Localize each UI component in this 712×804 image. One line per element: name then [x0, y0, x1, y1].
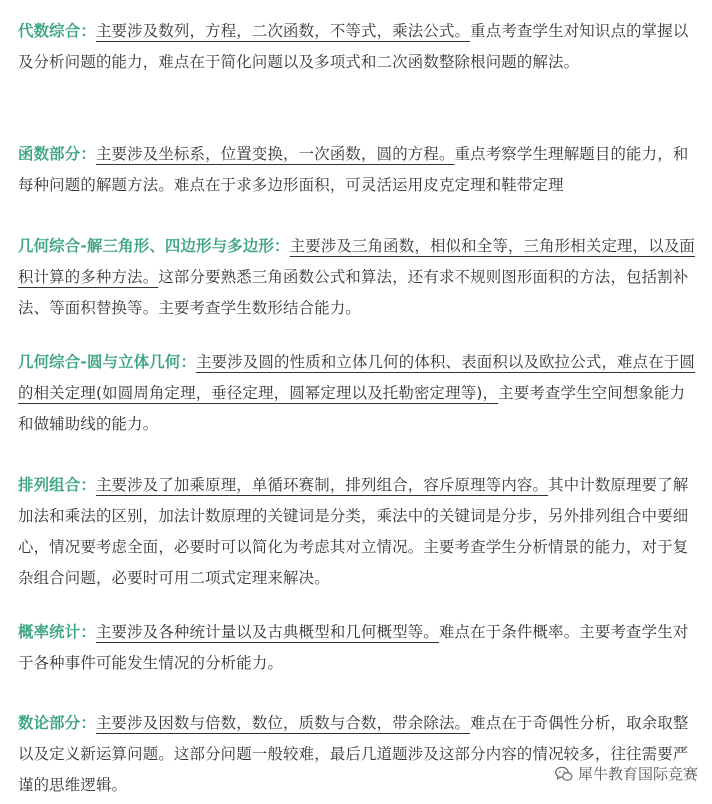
section-geometry-circles: [18, 347, 696, 440]
section-underlined-text: 主要涉及了加乘原理，单循环赛制，排列组合，容斥原理等内容。: [95, 476, 549, 494]
section-body-text: 重点考查学生对知识点的掌握以及分析问题的能力，难点在于简化问题以及多项式和二次函数整除根问题的解法。: [18, 22, 689, 71]
section-underlined-text: 主要涉及圆的性质和立体几何的体积、表面积以及欧拉公式，难点在于圆的相关定理(如圆周角定理，垂径定理，圆幂定理以及托勒密定理等)，: [18, 353, 695, 402]
watermark: [554, 763, 698, 784]
section-underlined-text: 主要涉及坐标系，位置变换，一次函数，圆的方程。: [95, 145, 455, 163]
watermark-text: 犀牛教育国际竞赛: [577, 765, 698, 783]
section-body-text: 难点在于条件概率。主要考查学生对于各种事件可能发生情况的分析能力。: [18, 623, 689, 672]
section-body-text: 其中计数原理要了解加法和乘法的区别，加法计数原理的关键词是分类，乘法中的关键词是分步，另外排列组合中要细心，情况要考虑全面，必要时可以简化为考虑其对立情况。主要考查学生分析情景的能力，对于复杂组合问题，必要时可用二项式定理来解决。: [18, 476, 689, 587]
section-heading: 概率统计：: [18, 623, 96, 641]
section-body-text: 难点在于奇偶性分析，取余取整以及定义新运算问题。这部分问题一般较难，最后几道题涉及这部分内容的情况较多，往往需要严谨的思维逻辑。: [18, 714, 689, 794]
section-heading: 几何综合-圆与立体几何：: [18, 353, 197, 371]
section-underlined-text: 主要涉及各种统计量以及古典概型和几何概型等。: [95, 623, 439, 641]
section-heading: 数论部分：: [18, 714, 96, 732]
section-body-text: 这部分要熟悉三角函数公式和算法，还有求不规则图形面积的方法，包括割补法、等面积替换等。主要考查学生数形结合能力。: [18, 268, 689, 317]
section-body-text: 重点考察学生理解题目的能力，和每种问题的解题方法。难点在于求多边形面积，可灵活运用皮克定理和鞋带定理: [18, 145, 689, 194]
section-heading: 几何综合-解三角形、四边形与多边形：: [18, 237, 290, 255]
section-functions: [18, 139, 696, 201]
section-probability: [18, 617, 696, 679]
section-underlined-text: 主要涉及数列，方程，二次函数，不等式，乘法公式。: [95, 22, 471, 40]
section-underlined-text: 主要涉及三角函数，相似和全等，三角形相关定理，以及面积计算的多种方法。: [18, 237, 695, 286]
section-algebra: [18, 16, 696, 78]
section-heading: 排列组合：: [18, 476, 96, 494]
section-underlined-text: 主要涉及因数与倍数，数位，质数与合数，带余除法。: [95, 714, 471, 732]
section-number-theory: [18, 708, 696, 801]
wechat-icon: [554, 764, 574, 784]
section-heading: 代数综合：: [18, 22, 96, 40]
section-geometry-triangles: [18, 231, 696, 324]
section-body-text: 主要考查学生空间想象能力和做辅助线的能力。: [18, 384, 686, 433]
section-combinatorics: [18, 470, 696, 594]
section-heading: 函数部分：: [18, 145, 96, 163]
